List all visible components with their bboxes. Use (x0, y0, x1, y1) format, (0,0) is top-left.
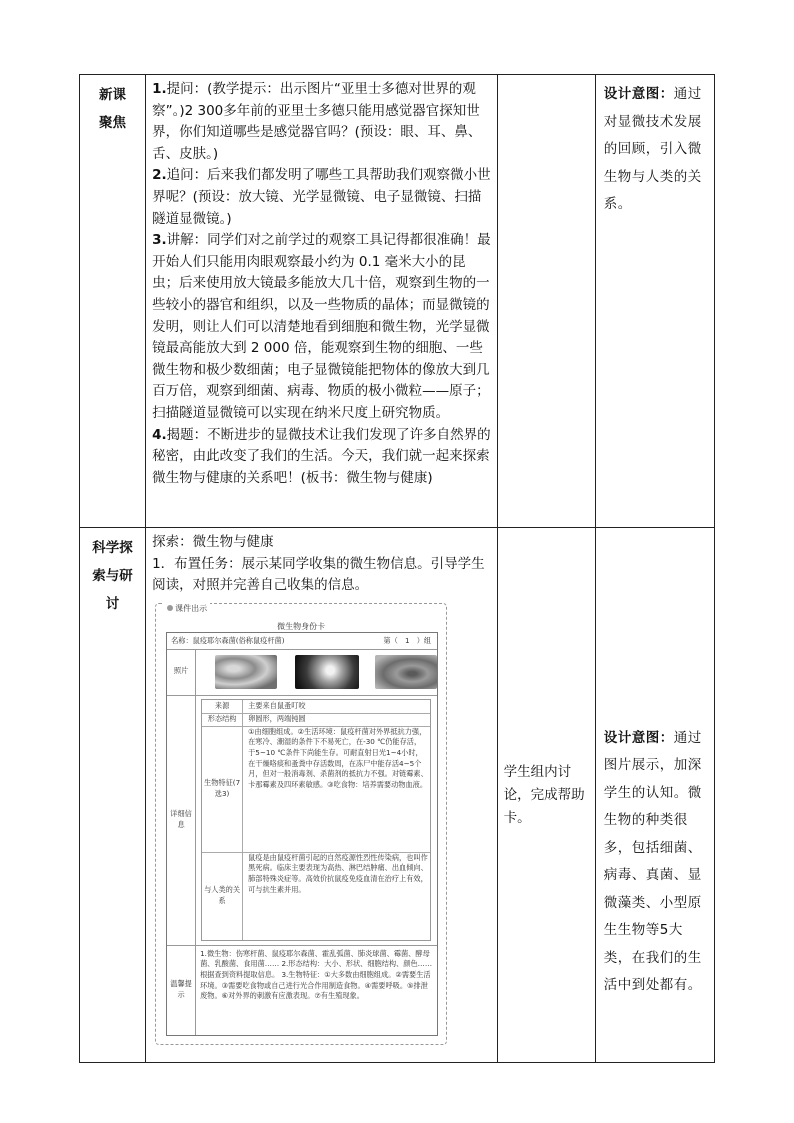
micrograph-image (295, 655, 359, 689)
lesson-content (146, 75, 498, 528)
section-row-new-lesson (80, 75, 715, 528)
source-row: 来源 主要来自鼠蚤叮咬 (202, 700, 430, 714)
design-intent: 设计意图：通过图片展示，加深学生的认知。微生物的种类很多，包括细菌、病毒、真菌、显微藻类、小型原生生物等5大类，在我们的生活中到处都有。 (595, 528, 714, 1063)
lesson-plan-table (79, 74, 715, 1063)
task-text: 1．布置任务：展示某同学收集的微生物信息。引导学生阅读，对照并完善自己收集的信息。 (152, 555, 485, 594)
name-row: 名称：鼠疫耶尔森菌(俗称鼠疫杆菌) 第（ 1 ）组 (167, 633, 437, 650)
section-row-explore (80, 528, 715, 1063)
courseware-card (155, 603, 447, 1045)
tips-label: 温馨提示 (167, 945, 196, 1035)
relation-row: 与人类的关系 鼠疫是由鼠疫杆菌引起的自然疫源性烈性传染病，也叫作黑死病。临床主要表现为高热、淋巴结肿痛、出血倾向、肺部特殊炎症等。高效价抗鼠疫免疫血清在治疗上有效，可与抗生素并用。 (202, 852, 430, 940)
detail-row (167, 695, 437, 946)
shape-row: 形态结构 卵圆形，两端钝圆 (202, 713, 430, 727)
explore-heading: 探索：微生物与健康 (152, 534, 274, 550)
student-activity: 学生组内讨论，完成帮助卡。 (497, 528, 595, 1063)
micrograph-image (375, 655, 437, 689)
card-title: 微生物身份卡 (277, 621, 326, 631)
micrograph-image (215, 655, 277, 689)
id-card-table (166, 632, 438, 1036)
section-label: 新课 聚焦 (80, 75, 146, 528)
paragraph: 1.提问：(教学提示：出示图片“亚里士多德对世界的观察”。)2 300多年前的亚里士多德只能用感觉器官探知世界，你们知道哪些是感觉器官吗？(预设：眼、耳、鼻、舌、皮肤。) (152, 81, 482, 162)
explore-content (146, 528, 498, 1063)
design-intent: 设计意图：通过对显微技术发展的回顾，引入微生物与人类的关系。 (595, 75, 714, 528)
paragraph: 2.追问：后来我们都发明了哪些工具帮助我们观察微小世界呢？(预设：放大镜、光学显微镜、电子显微镜、扫描隧道显微镜。) (152, 167, 491, 227)
student-activity-cell (497, 75, 595, 528)
detail-subtable (201, 699, 431, 941)
tips-text: 1.微生物：伤寒杆菌、鼠疫耶尔森菌、霍乱弧菌、肺炎球菌、霉菌、酵母菌、乳酸菌、食用菌…… 2.形态结构：大小、形状、细胞结构、颜色……根据查到资料提取信息。 3.生物特征：①大多数由细胞组成。②需要生活环境。③需要吃食物或自己进行光合作用制造食物。④需要呼吸。⑤排泄废物。⑥对外界的刺激有应激表现。⑦有生殖现象。 (200, 948, 433, 1001)
tips-row (167, 945, 437, 1035)
photo-row (167, 649, 437, 696)
section-label: 科学探 索与研 讨 (80, 528, 146, 1063)
features-row: 生物特征(7选3) ①由细胞组成。②生活环境：鼠疫杆菌对外界抵抗力强，在寒冷、潮湿的条件下不易死亡，在-30 ℃仍能存活，于5~10 ℃条件下尚能生存。可耐直射日光1~4小时，在干燥咯痰和蚤粪中存活数周，在冻尸中能存活4~5个月，但对一般消毒剂、杀菌剂的抵抗力不强。对链霉素、卡那霉素及四环素敏感。③吃食物：培养需要动物血液。 (202, 726, 430, 853)
courseware-tag: 课件出示 (164, 598, 210, 620)
detail-label: 详细信息 (167, 695, 196, 945)
paragraph: 4.揭题：不断进步的显微技术让我们发现了许多自然界的秘密，由此改变了我们的生活。今天，我们就一起来探索微生物与健康的关系吧！(板书：微生物与健康) (152, 426, 491, 486)
photo-label: 照片 (167, 649, 196, 695)
paragraph: 3.讲解：同学们对之前学过的观察工具记得都很准确！最开始人们只能用肉眼观察最小约为 0.1 毫米大小的昆虫；后来使用放大镜最多能放大几十倍，观察到生物的一些较小的器官和组织，以及一些物质的晶体；而显微镜的发明，则让人们可以清楚地看到细胞和微生物，光学显微镜最高能放大到 2 000 倍，能观察到生物的细胞、一些微生物和极少数细菌；电子显微镜能把物体的像放大到几百万倍，观察到细菌、病毒、物质的极小微粒——原子；扫描隧道显微镜可以实现在纳米尺度上研究物质。 (152, 232, 491, 421)
